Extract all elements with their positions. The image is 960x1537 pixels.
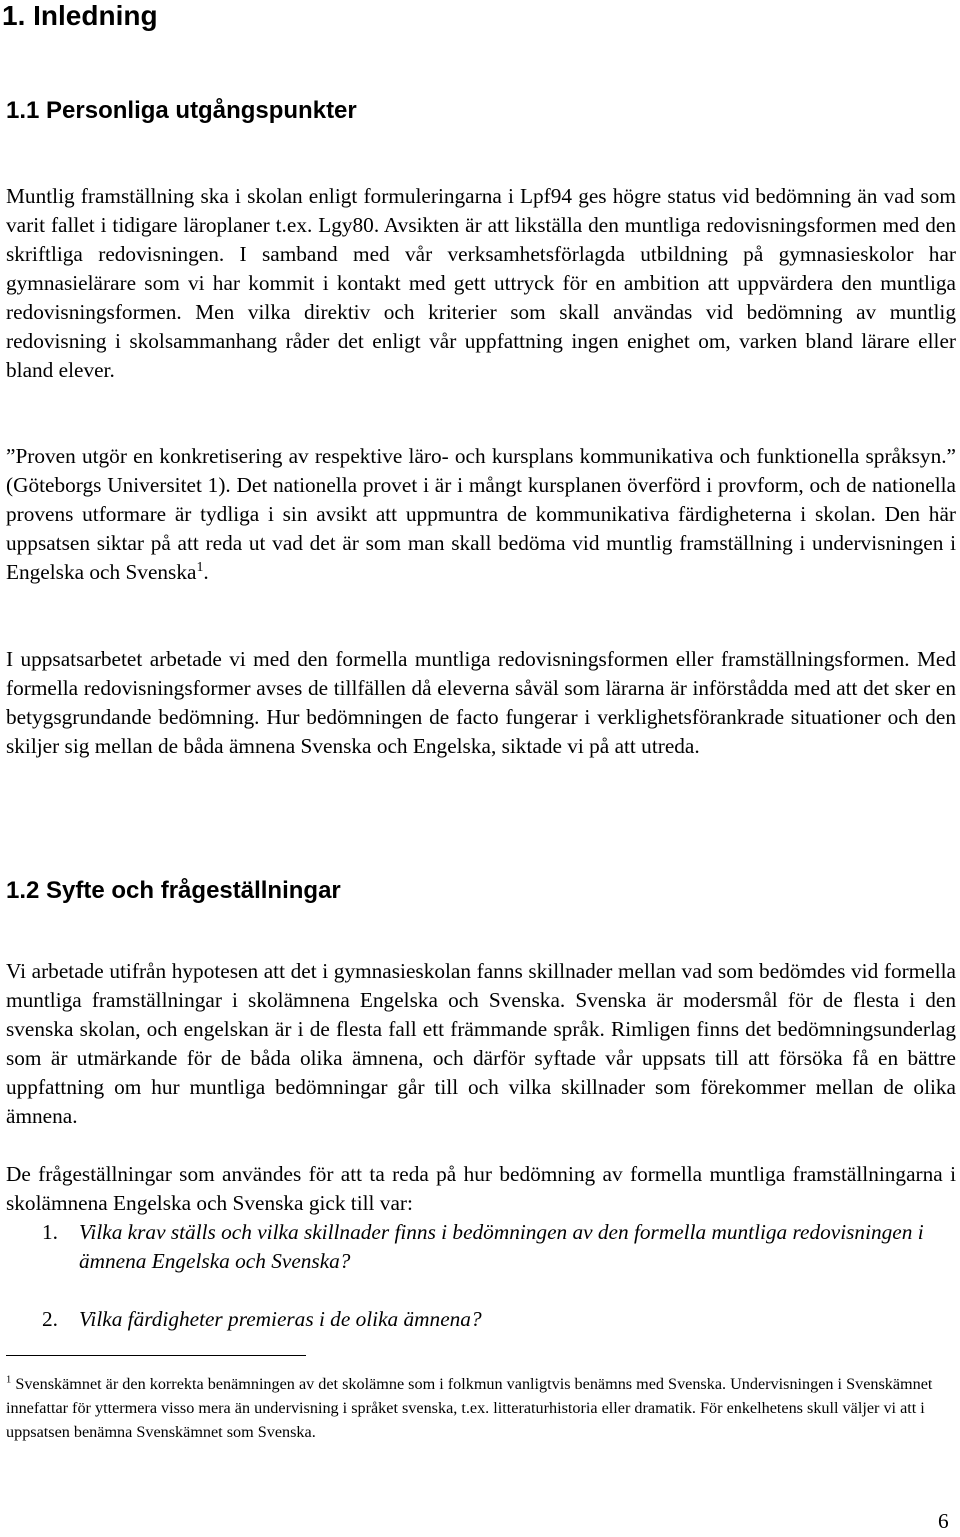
research-questions-list <box>6 1218 956 1334</box>
paragraph-2-end: . <box>203 560 209 584</box>
question-number: 1. <box>42 1220 58 1244</box>
question-text: Vilka krav ställs och vilka skillnader finns i bedömningen av den formella muntliga redovisningen i ämnena Engelska och Svenska? <box>79 1220 924 1273</box>
footnote-reference: 1 <box>196 558 204 574</box>
paragraph-2-text: ”Proven utgör en konkretisering av respektive läro- och kursplans kommunikativa och funktionella språksyn.” (Göteborgs Universitet 1). Det nationella provet i är i mångt kursplanen överförd i provform, och de nationella provens utformare är tydliga i sin avsikt att uppmuntra de kommunikativa färdigheterna i skolan. Den här uppsatsen siktar på att reda ut vad det är som man skall bedöma vid muntlig framställning i undervisningen i Engelska och Svenska <box>6 444 956 584</box>
paragraph-4-text: Vi arbetade utifrån hypotesen att det i gymnasieskolan fanns skillnader mellan vad som bedömdes vid formella muntliga framställningar i skolämnena Engelska och Svenska. Svenska är modersmål för de flesta i den svenska skolan, och engelskan är i de flesta fall ett främmande språk. Rimligen finns det bedömningsunderlag som är utmärkande för de båda olika ämnena, och därför syftade vår uppsats till att försöka få en bättre uppfattning om hur muntliga bedömningar går till och vilka skillnader som förekommer mellan de olika ämnena. <box>6 959 956 1128</box>
footnote-mark: 1 <box>6 1374 12 1386</box>
paragraph-4 <box>6 957 956 1131</box>
research-question <box>6 1218 956 1276</box>
footnote-text: Svenskämnet är den korrekta benämningen av det skolämne som i folkmun vanligtvis benämns med Svenska. Undervisningen i Svenskämnet innefattar för yttermera visso mera än undervisning i språket svenska, t.ex. litteraturhistoria eller dramatik. För enkelhetens skull väljer vi att i uppsatsen benämna Svenskämnet som Svenska. <box>6 1375 933 1441</box>
paragraph-2 <box>6 442 956 587</box>
section-heading-syfte-och-fragestallningar: 1.2 Syfte och frågeställningar <box>6 877 341 904</box>
paragraph-3 <box>6 645 956 761</box>
footnote <box>6 1372 956 1444</box>
paragraph-5-text: De frågeställningar som användes för att ta reda på hur bedömning av formella muntliga framställningarna i skolämnena Engelska och Svenska gick till var: <box>6 1162 956 1215</box>
question-text: Vilka färdigheter premieras i de olika ämnena? <box>79 1307 482 1331</box>
page-number: 6 <box>938 1509 949 1533</box>
research-question <box>6 1305 956 1334</box>
paragraph-1 <box>6 182 956 385</box>
paragraph-3-text: I uppsatsarbetet arbetade vi med den formella muntliga redovisningsformen eller framställningsformen. Med formella redovisningsformer avses de tillfällen då eleverna såväl som lärarna är införstådda med att det sker en betygsgrundande bedömning. Hur bedömningen de facto fungerar i verklighetsförankrade situationer och den skiljer sig mellan de båda ämnena Svenska och Engelska, siktade vi på att utreda. <box>6 647 956 758</box>
section-heading-personliga-utgangspunkter: 1.1 Personliga utgångspunkter <box>6 97 357 124</box>
question-number: 2. <box>42 1307 58 1331</box>
paragraph-5 <box>6 1160 956 1218</box>
chapter-heading: 1. Inledning <box>2 0 158 31</box>
footnote-separator <box>6 1355 306 1356</box>
paragraph-1-text: Muntlig framställning ska i skolan enligt formuleringarna i Lpf94 ges högre status vid bedömning än vad som varit fallet i tidigare läroplaner t.ex. Lgy80. Avsikten är att likställa den muntliga redovisningsformen med den skriftliga redovisningen. I samband med vår verksamhetsförlagda utbildning på gymnasieskolor har gymnasielärare som vi har kommit i kontakt med gett uttryck för en ambition att uppvärdera den muntliga redovisningsformen. Men vilka direktiv och kriterier som skall användas vid bedömning av muntlig redovisning i skolsammanhang råder det enligt vår uppfattning ingen enighet om, varken bland lärare eller bland elever. <box>6 184 956 382</box>
